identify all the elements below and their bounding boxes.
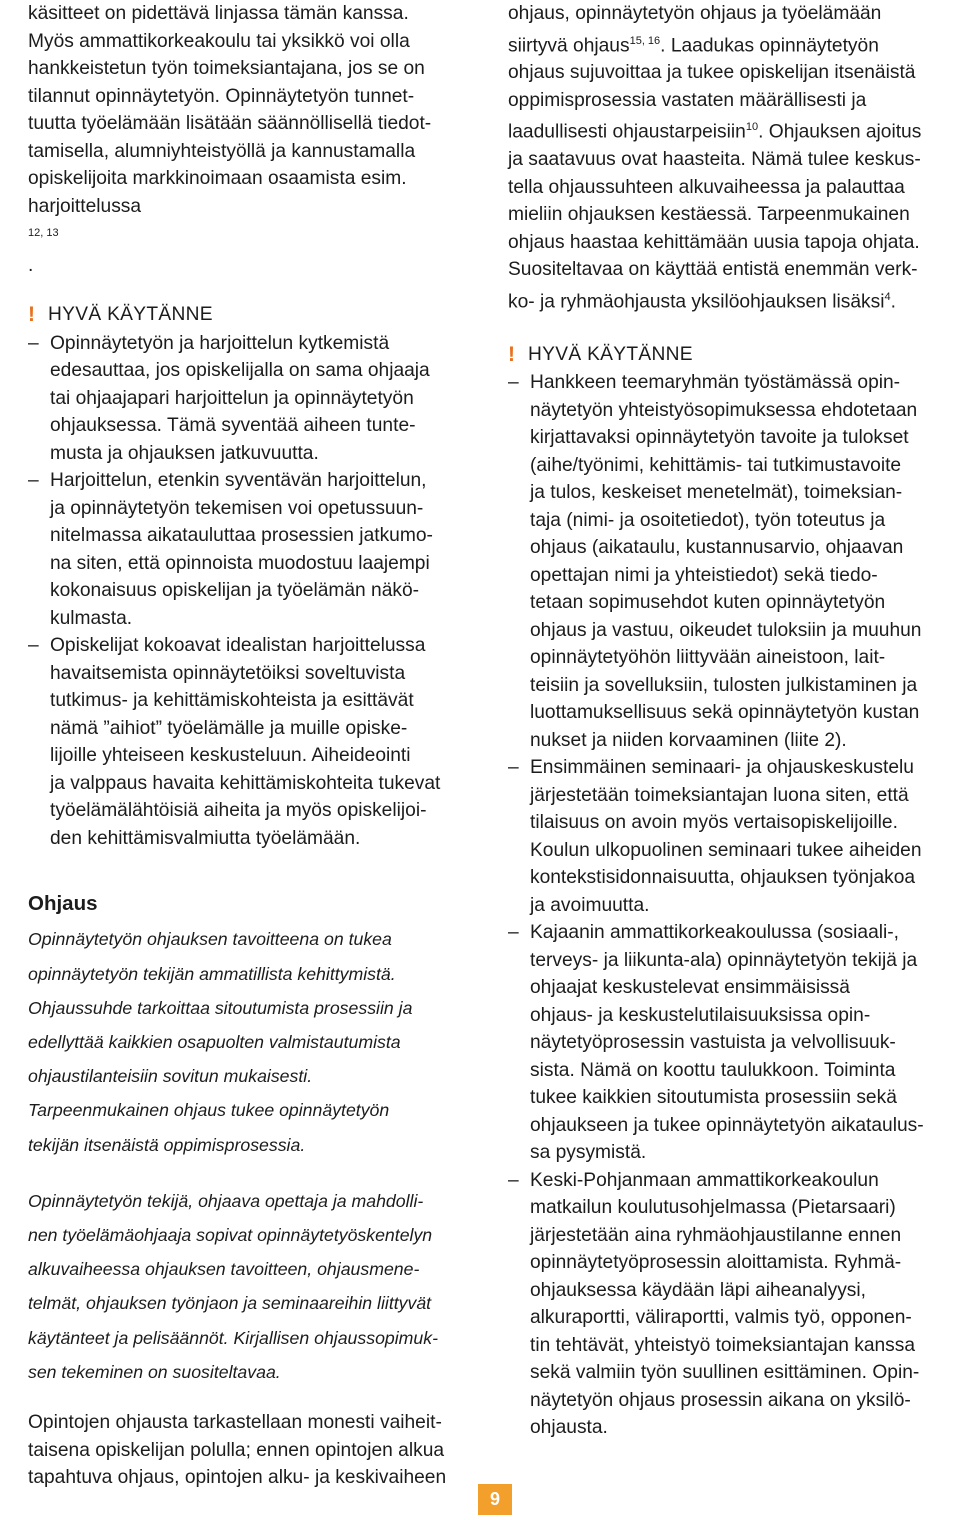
text-line: opiskelijoita markkinoimaan osaamista esim.	[28, 168, 407, 189]
text-fragment: . Ohjauksen ajoitus ja saatavuus ovat haasteita. Nämä tulee keskus- tella ohjaussuhteen alkuvaiheessa ja palauttaa mieliin ohjauksen kestäessä. Tarpeenmukainen ohjaus haastaa kehittämään uusia tapoja ohjata. Suositeltavaa on käyttää entistä enemmän verk- ko- ja ryhmäohjausta yksilöohjauksen lisäksi	[508, 121, 922, 313]
dash-bullet: –	[28, 332, 39, 354]
italic-paragraph: Opinnäytetyön tekijä, ohjaava opettaja ja mahdolli- nen työelämäohjaaja sopivat opinnäytetyöskentelyn alkuvaiheessa ohjauksen tavoitteen, ohjausmene- telmät, ohjauksen työnjaon ja seminaareihin liittyvät käytänteet ja pelisäännöt. Kirjallisen ohjaussopimuk- sen tekeminen on suositeltavaa.	[28, 1190, 438, 1382]
list-item-text: Hankkeen teemaryhmän työstämässä opin- näytetyön yhteistyösopimuksessa ehdotetaan kirjattavaksi opinnäytetyön tavoite ja tulokset (aihe/työnimi, kehittämis- tai tutkimustavoite ja tulos, keskeiset menetelmät), toimeksian- taja (nimi- ja osoitetiedot), työn toteutus ja ohjaus (aikataulu, kustannusarvio, ohjaavan opettajan nimi ja yhteistiedot) sekä tiedo- tetaan sopimusehdot kuten opinnäytetyön ohjaus ja vastuu, oikeudet tuloksiin ja muuhun opinnäytetyöhön liittyvään aineistoon, lait- teisiin ja sovelluksiin, tulosten julkistaminen ja luottamuksellisuus sekä opinnäytetyön kustan nukset ja niiden korvaaminen (liite 2).	[530, 372, 922, 751]
text-line: tamisella, alumniyhteistyöllä ja kannustamalla	[28, 140, 416, 162]
footnote-ref: 4	[884, 290, 891, 303]
list-item	[508, 754, 954, 919]
dash-bullet: –	[508, 757, 519, 779]
text-line: tilannut opinnäytetyön. Opinnäytetyön tunnet-	[28, 85, 415, 107]
good-practice-heading	[508, 341, 954, 369]
list-item-text: Kajaanin ammattikorkeakoulussa (sosiaali-, terveys- ja liikunta-ala) opinnäytetyön tekijä ja ohjaajat keskustelevat ensimmäisissä ohjaus- ja keskustelutilaisuuksissa opin- näytetyöprosessin vastuista ja velvollisuuk- sista. Nämä on koottu taulukkoon. Toiminta tukee kaikkien sitoutumista prosessiin sekä ohjaukseen ja tukee opinnäytetyön aikataulus- sa pysymistä.	[530, 922, 924, 1164]
page-number: 9	[478, 1484, 512, 1515]
text-line: käsitteet on pidettävä linjassa tämän kanssa.	[28, 3, 409, 24]
right-intro-paragraph	[508, 0, 954, 316]
exclamation-icon: !	[508, 342, 515, 366]
text-line: Myös ammattikorkeakoulu tai yksikkö voi olla	[28, 30, 410, 52]
right-column	[508, 0, 954, 1442]
italic-paragraph: Opinnäytetyön ohjauksen tavoitteena on tukea opinnäytetyön tekijän ammatillista kehittymistä. Ohjaussuhde tarkoittaa sitoutumista prosessiin ja edellyttää kaikkien osapuolten valmistautumista ohjaustilanteisiin sovitun mukaisesti. Tarpeenmukainen ohjaus tukee opinnäytetyön tekijän itsenäistä oppimisprosessia.	[28, 929, 413, 1155]
dash-bullet: –	[28, 635, 39, 657]
text-fragment: .	[28, 254, 34, 276]
intro-paragraph	[28, 0, 476, 279]
dash-bullet: –	[508, 922, 519, 944]
good-practice-title: HYVÄ KÄYTÄNNE	[528, 343, 693, 365]
text-line	[28, 193, 476, 280]
text-fragment: harjoittelussa	[28, 195, 142, 217]
footnote-ref: 10	[745, 121, 759, 134]
text-fragment: ohjaus, opinnäytetyön ohjaus ja työelämään siirtyvä ohjaus	[508, 3, 882, 56]
footnote-ref: 12, 13	[28, 227, 59, 239]
text-line: tuutta työelämään lisätään säännöllisellä tiedot-	[28, 113, 432, 134]
list-item-text: Opiskelijat kokoavat idealistan harjoittelussa havaitsemista opinnäytetöiksi soveltuvista tutkimus- ja kehittämiskohteista ja esittävät nämä ”aihiot” työelämälle ja muille opiske- lijoille yhteiseen keskusteluun. Aiheideointi ja valppaus havaita kehittämiskohteita tukevat työelämälähtöisiä aiheita ja myös opiskelijoi- den kehittämisvalmiutta työelämään.	[50, 635, 441, 849]
list-item	[508, 919, 954, 1167]
list-item	[508, 369, 954, 754]
list-item	[28, 467, 476, 632]
dash-bullet: –	[508, 1169, 519, 1191]
list-item-text: Harjoittelun, etenkin syventävän harjoittelun, ja opinnäytetyön tekemisen voi opetussuun- nitelmassa aikatauluttaa prosessien jatkumo- na siten, että opinnoista muodostuu laajempi kokonaisuus opiskelijan ja työelämän näkö- kulmasta.	[50, 470, 433, 629]
list-item-text: Opinnäytetyön ja harjoittelun kytkemistä edesauttaa, jos opiskelijalla on sama ohjaaja tai ohjaajapari harjoittelun ja opinnäytetyön ohjauksessa. Tämä syventää aiheen tunte- musta ja ohjauksen jatkuvuutta.	[50, 332, 430, 464]
good-practice-heading	[28, 301, 476, 329]
closing-paragraph: Opintojen ohjausta tarkastellaan monesti vaiheit- taisena opiskelijan polulla; ennen opintojen alkua tapahtuva ohjaus, opintojen alku- ja keskivaiheen	[28, 1412, 447, 1489]
exclamation-icon: !	[28, 303, 35, 327]
text-line: hankkeistetun työn toimeksiantajana, jos se on	[28, 58, 425, 79]
list-item	[28, 632, 476, 852]
good-practice-list	[28, 330, 476, 853]
text-fragment: . Laadukas opinnäytetyön ohjaus sujuvoittaa ja tukee opiskelijan itsenäistä oppimisprosessia vastaten määrällisesti ja laadullisesti ohjaustarpeisiin	[508, 34, 916, 143]
dash-bullet: –	[508, 372, 519, 394]
list-item-text: Keski-Pohjanmaan ammattikorkeakoulun matkailun koulutusohjelmassa (Pietarsaari) järjestetään aina ryhmäohjaustilanne ennen opinnäytetyöprosessin aloittamista. Ryhmä- ohjauksessa käydään läpi aiheanalyysi, alkuraportti, väliraportti, valmis työ, opponen- tin tehtävät, yhteistyö toimeksiantajan kanssa sekä valmiin työn suullinen esittäminen. Opin- näytetyön ohjaus prosessin aikana on yksilö- ohjausta.	[530, 1169, 920, 1439]
dash-bullet: –	[28, 470, 39, 492]
list-item-text: Ensimmäinen seminaari- ja ohjauskeskustelu järjestetään toimeksiantajan luona siten, että tilaisuus on avoin myös vertaisopiskelijoille. Koulun ulkopuolinen seminaari tukee aiheiden kontekstisidonnaisuutta, ohjauksen työnjakoa ja avoimuutta.	[530, 757, 922, 916]
text-fragment: .	[890, 291, 896, 313]
good-practice-title: HYVÄ KÄYTÄNNE	[48, 304, 213, 326]
list-item	[28, 330, 476, 468]
good-practice-list	[508, 369, 954, 1442]
left-column	[28, 0, 476, 1492]
footnote-ref: 15, 16	[629, 34, 661, 47]
section-heading: Ohjaus	[28, 892, 98, 916]
list-item	[508, 1167, 954, 1442]
